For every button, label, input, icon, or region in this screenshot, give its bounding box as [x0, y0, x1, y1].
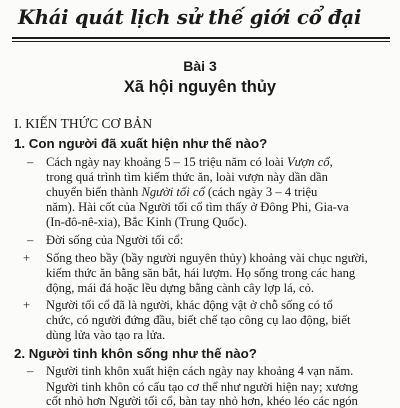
q1-line-7: Sống theo bầy (bầy người nguyên thủy) khoảng vài chục người, — [46, 251, 368, 265]
question-2-title: 2. Người tinh khôn sống như thế nào? — [14, 346, 257, 361]
q2-line-3: cốt nhỏ hơn Người tối cổ, bàn tay nhỏ hơn, khéo léo các ngón — [46, 394, 358, 408]
q1-line-1-text: Cách ngày nay khoảng 5 – 15 triệu năm có loài — [46, 155, 287, 169]
q1-line-3-text: chuyển biến thành — [46, 185, 142, 199]
question-1-title: 1. Con người đã xuất hiện như thế nào? — [14, 136, 268, 151]
q1-line-1-comma: , — [329, 155, 333, 169]
q1-line-8: kiếm thức ăn bằng săn bắt, hái lượm. Họ sống trong các hang — [46, 266, 356, 280]
header-rule-thick — [12, 37, 390, 39]
q1-line-2: trong quá trình tìm kiếm thức ăn, loài vượn này dần dần — [46, 170, 328, 184]
lesson-title: Xã hội nguyên thủy — [123, 78, 277, 96]
section-heading: I. KIẾN THỨC CƠ BẢN — [14, 116, 153, 131]
q1-line-12: dùng lửa vào tạo ra lửa. — [46, 328, 166, 342]
q1-line-3-tail: (cách ngày 3 – 4 triệu — [204, 185, 318, 199]
q2-line-1: Người tinh khôn xuất hiện cách ngày nay khoảng 4 vạn năm. — [46, 364, 354, 378]
plus-marker: + — [23, 298, 31, 312]
q1-line-9: động, mái đá hoặc lều dựng bằng cành cây lợp lá, cỏ. — [46, 281, 315, 295]
q1-line-5: (In-đô-nê-xia), Bắc Kinh (Trung Quốc). — [46, 215, 247, 229]
q1-line-3 — [46, 185, 317, 199]
q1-line-1 — [46, 155, 333, 169]
dash-marker: – — [27, 233, 34, 247]
q1-line-6: Đời sống của Người tối cổ: — [46, 233, 184, 247]
dash-marker: – — [27, 155, 34, 169]
header-rule-thin — [12, 41, 390, 42]
plus-marker: + — [23, 251, 31, 265]
page-header-title: Khái quát lịch sử thế giới cổ đại — [18, 6, 362, 29]
term-vuon-co: Vượn cổ — [286, 155, 330, 169]
q1-line-4: năm). Hài cốt của Người tối cổ tìm thấy ở Đông Phi, Gia-va — [46, 200, 349, 214]
lesson-number: Bài 3 — [183, 58, 217, 74]
q1-line-10: Người tối cổ đã là người, khác động vật ở chỗ sống có tổ — [46, 298, 333, 312]
dash-marker: – — [27, 364, 34, 378]
q1-line-11: chức, có người đứng đầu, biết chế tạo công cụ lao động, biết — [46, 313, 351, 327]
q2-line-2: Người tinh khôn có cấu tạo cơ thể như người hiện nay; xương — [46, 380, 359, 394]
term-nguoi-toi-co: Người tối cổ — [141, 185, 205, 199]
